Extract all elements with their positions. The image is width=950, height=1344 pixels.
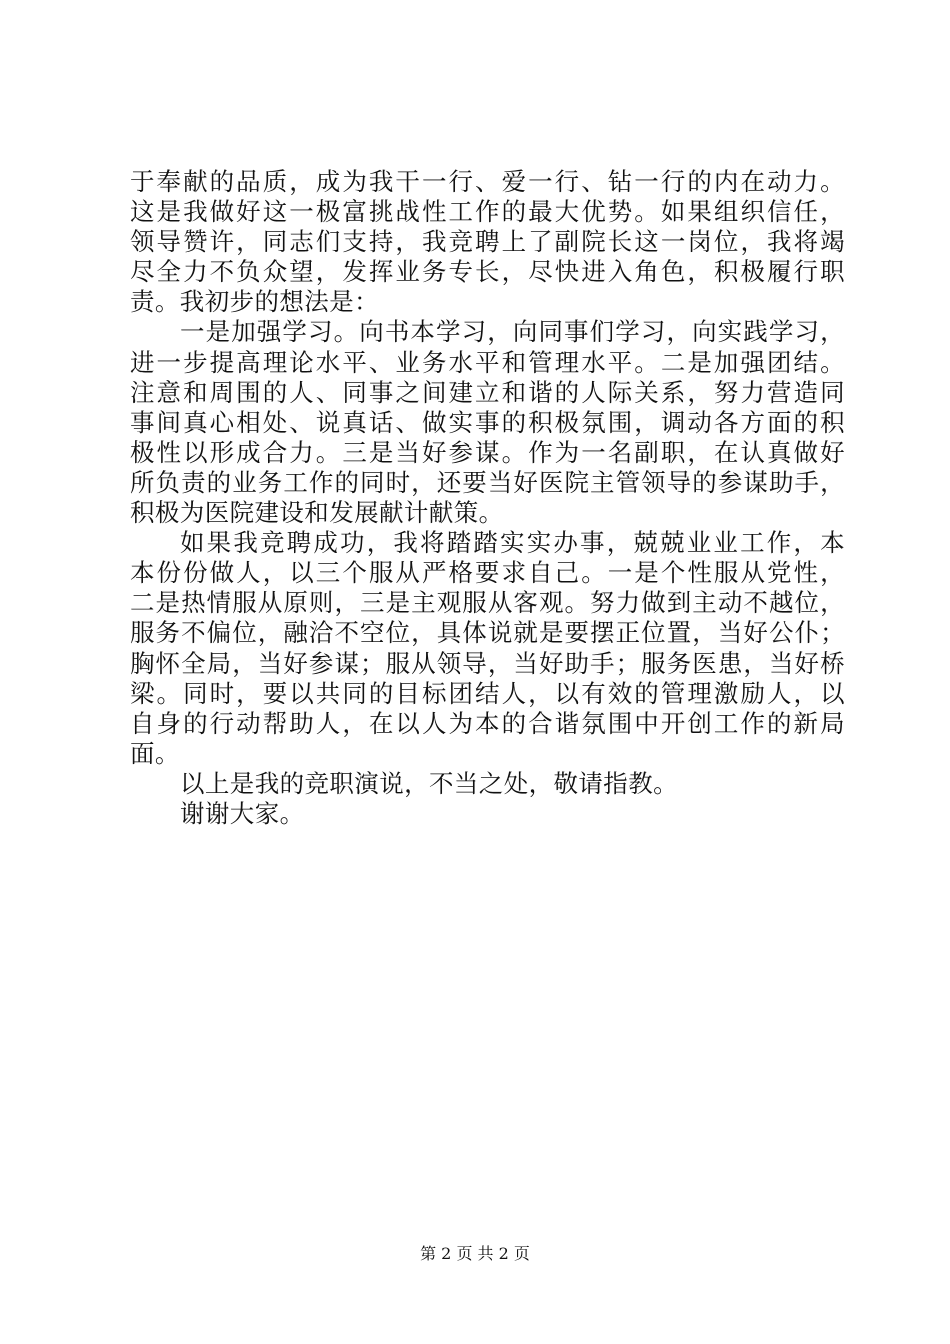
text-line: 自身的行动帮助人，在以人为本的合谐氛围中开创工作的新局 [130,708,845,738]
text-line: 一是加强学习。向书本学习，向同事们学习，向实践学习， [180,317,845,347]
text-line: 面。 [130,738,180,768]
text-line: 进一步提高理论水平、业务水平和管理水平。二是加强团结。 [130,347,845,377]
text-line: 极性以形成合力。三是当好参谋。作为一名副职，在认真做好 [130,437,845,467]
text-line: 注意和周围的人、同事之间建立和谐的人际关系，努力营造同 [130,377,845,407]
text-line: 梁。同时，要以共同的目标团结人，以有效的管理激励人，以 [130,678,845,708]
text-line: 事间真心相处、说真话、做实事的积极氛围，调动各方面的积 [130,407,845,437]
text-line: 以上是我的竞职演说，不当之处，敬请指教。 [180,768,678,798]
text-line: 服务不偏位，融洽不空位，具体说就是要摆正位置，当好公仆； [130,618,845,648]
text-line: 于奉献的品质，成为我干一行、爱一行、钻一行的内在动力。 [130,167,845,196]
page-number-footer: 第 2 页 共 2 页 [420,1244,530,1263]
text-line: 责。我初步的想法是： [130,287,379,317]
text-line: 谢谢大家。 [180,798,305,828]
text-line: 积极为医院建设和发展献计献策。 [130,498,504,528]
text-line: 本份份做人，以三个服从严格要求自己。一是个性服从党性， [130,558,845,588]
speech-body [130,167,845,829]
text-line: 如果我竞聘成功，我将踏踏实实办事，兢兢业业工作，本 [180,528,845,558]
text-line: 所负责的业务工作的同时，还要当好医院主管领导的参谋助手， [130,467,845,497]
text-line: 胸怀全局，当好参谋；服从领导，当好助手；服务医患，当好桥 [130,648,845,678]
text-line: 领导赞许，同志们支持，我竞聘上了副院长这一岗位，我将竭 [130,227,845,257]
text-line: 这是我做好这一极富挑战性工作的最大优势。如果组织信任， [130,197,845,227]
text-line: 尽全力不负众望，发挥业务专长，尽快进入角色，积极履行职 [130,257,845,287]
text-line: 二是热情服从原则，三是主观服从客观。努力做到主动不越位， [130,588,845,618]
